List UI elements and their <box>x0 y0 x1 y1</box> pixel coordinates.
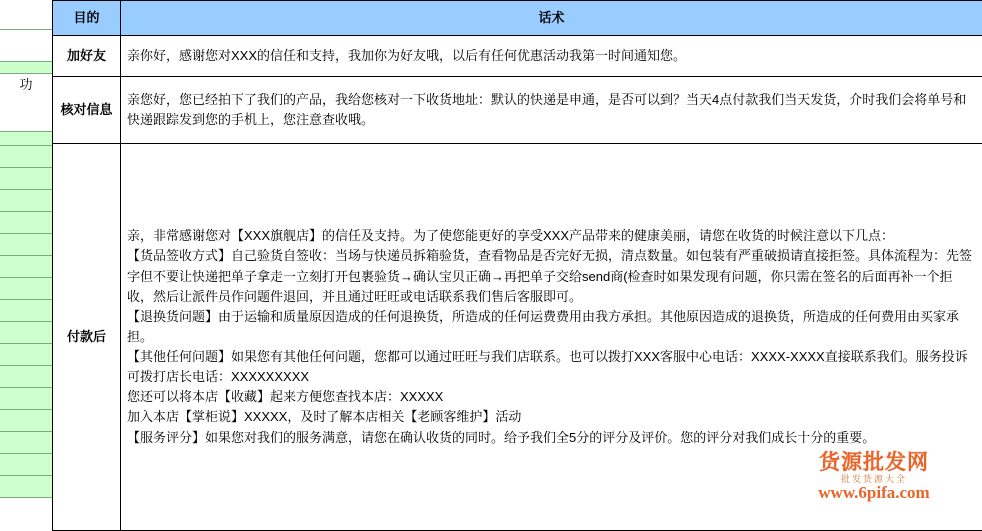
paragraph: 亲，非常感谢您对【XXX旗舰店】的信任及支持。为了使您能更好的享受XXX产品带来的健康美丽，请您在收货的时候注意以下几点： <box>127 226 976 246</box>
row-body-add-friend: 亲你好，感谢您对XXX的信任和支持，我加你为好友哦，以后有任何优惠活动我第一时间通知您。 <box>121 36 982 77</box>
row-label-after-payment: 付款后 <box>53 144 121 531</box>
left-cell <box>0 432 52 454</box>
left-cell <box>0 278 52 300</box>
paragraph: 加入本店【掌柜说】XXXXX，及时了解本店相关【老顾客维护】活动 <box>127 407 976 427</box>
left-strip-label: 功 <box>0 74 52 93</box>
table-row <box>53 36 982 77</box>
left-cell <box>0 62 52 74</box>
watermark-url: www.6pifa.com <box>774 484 974 503</box>
left-cell <box>0 388 52 410</box>
left-cell <box>0 146 52 168</box>
left-cell <box>0 256 52 278</box>
paragraph: 您还可以将本店【收藏】起来方便您查找本店：XXXXX <box>127 387 976 407</box>
table-row <box>53 144 982 531</box>
column-header-purpose: 目的 <box>53 1 121 36</box>
row-label-verify-info: 核对信息 <box>53 77 121 144</box>
left-cell <box>0 212 52 234</box>
left-cell <box>0 0 52 30</box>
left-cell <box>0 190 52 212</box>
watermark-title: 货源批发网 <box>774 451 974 473</box>
table-header-row <box>53 1 982 36</box>
column-header-script: 话术 <box>121 1 982 36</box>
left-cell <box>0 344 52 366</box>
left-cell <box>0 366 52 388</box>
table-row <box>53 77 982 144</box>
row-label-add-friend: 加好友 <box>53 36 121 77</box>
left-cell <box>0 30 52 62</box>
left-cell <box>0 300 52 322</box>
left-cell <box>0 322 52 344</box>
paragraph: 【货品签收方式】自己验货自签收：当场与快递员拆箱验货，查看物品是否完好无损，清点数量。如包装有严重破损请直接拒签。具体流程为：先签字但不要让快递把单子拿走一立刻打开包裹验货→确认宝贝正确→再把单子交给send商(检查时如果发现有问题，你只需在签名的后面再补一个拒收，然后让派件员作问题件退回，并且通过旺旺或电话联系我们售后客服即可。 <box>127 246 976 306</box>
paragraph: 【服务评分】如果您对我们的服务满意，请您在确认收货的同时。给予我们全5分的评分及评价。您的评分对我们成长十分的重要。 <box>127 428 976 448</box>
row-body-verify-info: 亲您好，您已经拍下了我们的产品，我给您核对一下收货地址：默认的快递是申通，是否可以到？当天4点付款我们当天发货，介时我们会将单号和快递跟踪发到您的手机上，您注意查收哦。 <box>121 77 982 144</box>
script-table-container <box>52 0 982 531</box>
left-cell <box>0 454 52 476</box>
left-cell <box>0 168 52 190</box>
left-column-strip <box>0 0 52 507</box>
left-cell <box>0 132 52 146</box>
row-body-after-payment <box>121 144 982 531</box>
left-cell <box>0 476 52 498</box>
watermark-subtitle: 批发货源大全 <box>774 474 974 485</box>
script-table <box>52 0 982 531</box>
paragraph: 【退换货问题】由于运输和质量原因造成的任何退换货，所造成的任何运费费用由我方承担。其他原因造成的退换货，所造成的任何费用由买家承担。 <box>127 307 976 347</box>
left-cell <box>0 234 52 256</box>
left-cell <box>0 410 52 432</box>
paragraph: 【其他任何问题】如果您有其他任何问题，您都可以通过旺旺与我们店联系。也可以拨打XXX客服中心电话：XXXX-XXXX直接联系我们。服务投诉可拨打店长电话：XXXXXXXXX <box>127 347 976 387</box>
